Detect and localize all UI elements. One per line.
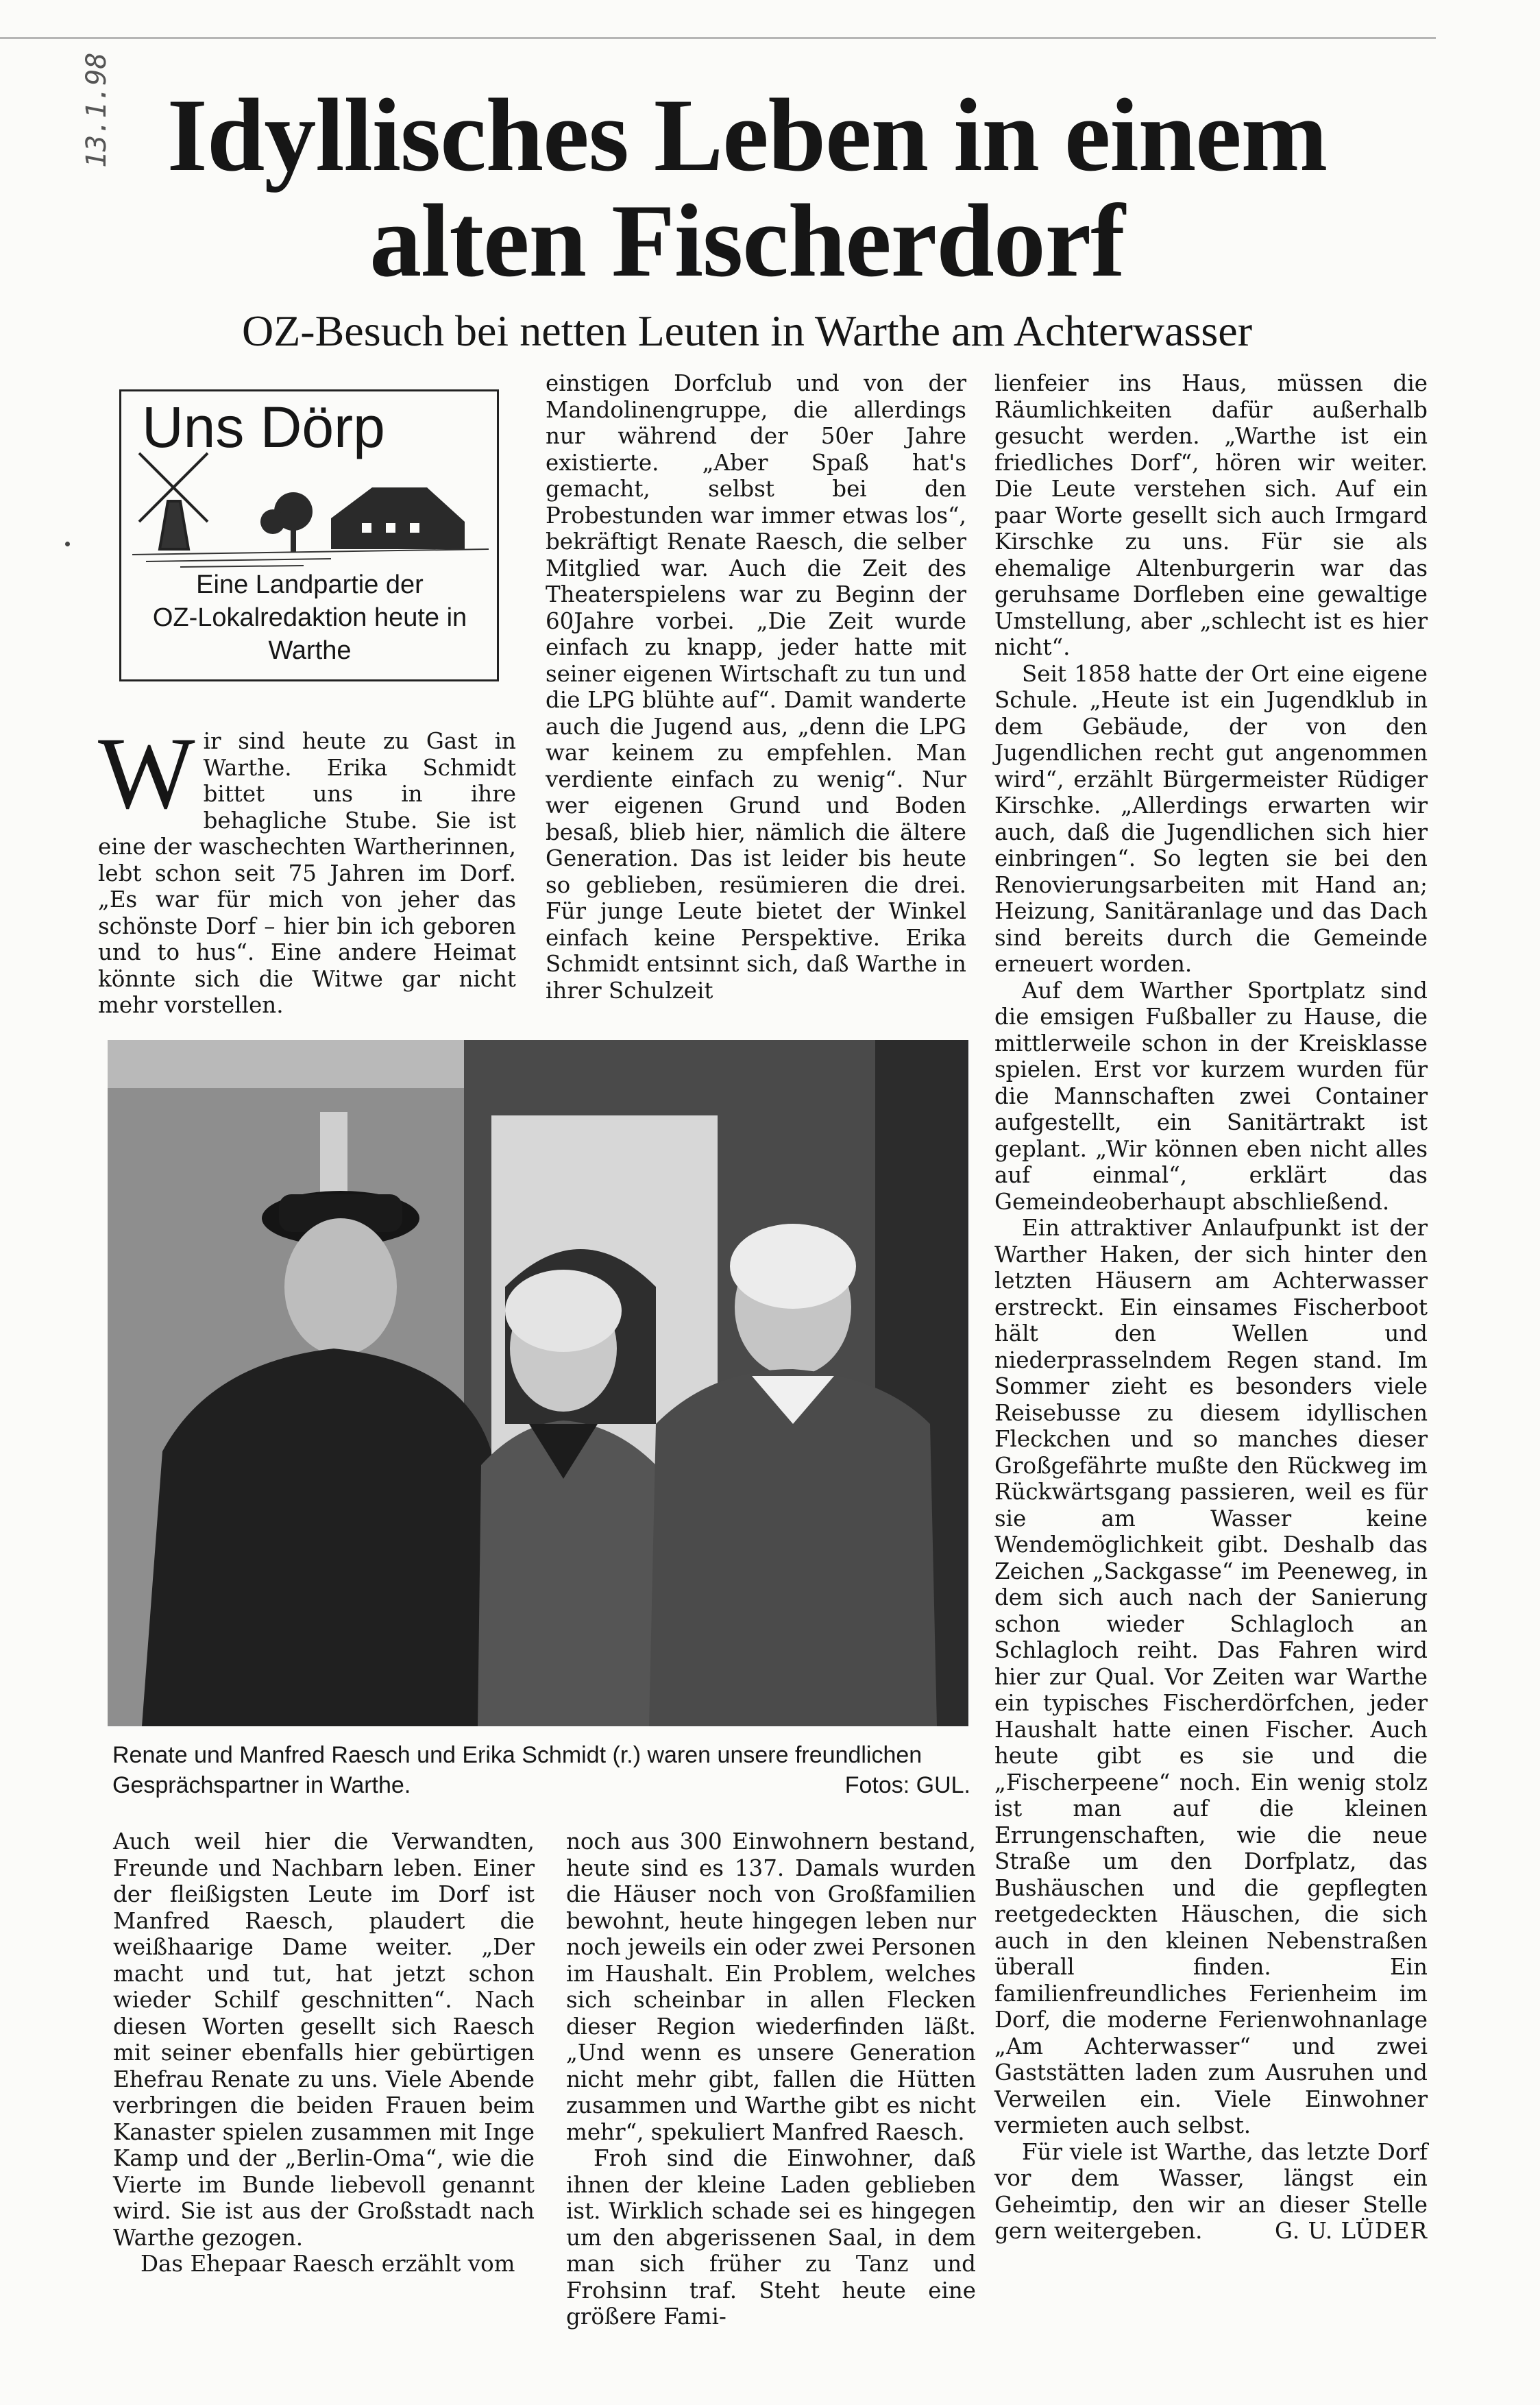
- uns-doerp-infobox: [119, 389, 499, 681]
- trees-icon: [260, 492, 313, 553]
- infobox-line-3: Warthe: [268, 636, 352, 665]
- infobox-text: [128, 568, 491, 667]
- col3-paragraph-5: [994, 2139, 1428, 2245]
- windmill-icon: [139, 453, 208, 549]
- ground-hatching: [132, 549, 489, 567]
- photo-caption: [112, 1740, 970, 1800]
- column-2-top: [546, 370, 966, 1004]
- margin-mark: [65, 542, 70, 546]
- photo-scene: [108, 1040, 968, 1726]
- subheadline: OZ-Besuch bei netten Leuten in Warthe am Achterwasser: [241, 306, 1253, 355]
- column-1-top: [98, 716, 516, 1019]
- col1-bottom-paragraph-1: Auch weil hier die Verwandten, Freunde und Nachbarn leben. Einer der fleißigsten Leute im Dorf ist Manfred Raesch, plaudert die weißhaarige Dame weiter. „Der macht und tut, hat jetzt schon wieder Schilf geschnitten“. Nach diesen Worten gesellt sich Raesch mit seiner ebenfalls hier gebürtigen Ehefrau Renate zu uns. Viele Abende verbringen die beiden Frauen beim Kanaster spielen zusammen mit Inge Kamp und der „Berlin-Oma“, wie die Vierte im Bunde liebevoll genannt wird. Sie ist aus der Großstadt nach Warthe gezogen.: [113, 1828, 535, 2251]
- thatched-house-icon: [331, 487, 465, 549]
- column-1-bottom: [113, 1828, 535, 2277]
- headline: Idyllisches Leben in einem alten Fischerdorf: [167, 77, 1328, 298]
- col2-bottom-paragraph-1: noch aus 300 Einwohnern bestand, heute sind es 137. Damals wurden die Häuser noch von Großfamilien bewohnt, heute hingegen leben nur noch jeweils ein oder zwei Personen im Haushalt. Ein Problem, welches sich scheinbar in allen Flecken dieser Region wiederfinden läßt. „Und wenn es unsere Generation nicht mehr gibt, fallen die Hütten zusammen und Warthe gibt es nicht mehr“, spekuliert Manfred Raesch.: [566, 1828, 976, 2145]
- dropcap: W: [98, 716, 195, 830]
- col3-closing-text: Für viele ist Warthe, das letzte Dorf vor dem Wasser, längst ein Geheimtip, den wir an dieser Stelle gern weitergeben.: [994, 2138, 1428, 2244]
- col3-paragraph-3: Auf dem Warther Sportplatz sind die emsigen Fußballer zu Hause, die mittlerweile schon in der Kreisklasse spielen. Erst vor kurzem wurden für die Mannschaften zwei Container aufgestellt, ein Sanitärtrakt ist geplant. „Wir können eben nicht alles auf einmal“, erklärt das Gemeindeoberhaupt abschließend.: [994, 977, 1428, 1215]
- page-top-rule: [0, 37, 1436, 39]
- column-3: [994, 370, 1428, 2245]
- col3-paragraph-4: Ein attraktiver Anlaufpunkt ist der Warther Haken, der sich hinter den letzten Häusern am Achterwasser erstreckt. Ein einsames Fischerboot hält den Wellen und niederprasselndem Regen stand. Im Sommer zieht es besonders viele Reisebusse zu diesem idyllischen Fleckchen und so manches dieser Großgefährte mußte den Rückweg im Rückwärtsgang passieren, weil es für sie am Wasser keine Wendemöglichkeit gibt. Deshalb das Zeichen „Sackgasse“ im Peeneweg, in dem sich auch nach der Sanierung schon wieder Schlagloch an Schlagloch reiht. Das Fahren wird hier zur Qual. Vor Zeiten war Warthe ein typisches Fischerdörfchen, jeder Haushalt hatte einen Fischer. Auch heute gibt es sie und die „Fischerpeene“ noch. Ein wenig stolz ist man auf die kleinen Errungenschaften, wie die neue Straße um den Dorfplatz, das Bushäuschen und die gepflegten reetgedeckten Häuschen, die sich auch in den kleinen Nebenstraßen überall finden. Ein familienfreundliches Ferienheim im Dorf, die moderne Ferienwohnanlage „Am Achterwasser“ und zwei Gaststätten laden zum Ausruhen und Verweilen ein. Viele Einwohner vermieten auch selbst.: [994, 1215, 1428, 2138]
- photo-credit: Fotos: GUL.: [844, 1772, 970, 1798]
- col3-paragraph-2: Seit 1858 hatte der Ort eine eigene Schule. „Heute ist ein Jugendklub in dem Gebäude, der von den Jugendlichen recht gut angenommen wird“, erzählt Bürgermeister Rüdiger Kirschke. „Allerdings erwarten wir auch, daß die Jugendlichen sich hier einbringen“. So legten sie bei den Renovierungsarbeiten mit Hand an; Heizung, Sanitäranlage und das Dach sind bereits durch die Gemeinde erneuert worden.: [994, 660, 1428, 977]
- col3-paragraph-1: lienfeier ins Haus, müssen die Räumlichkeiten dafür außerhalb gesucht werden. „Warthe ist ein friedliches Dorf“, hören wir weiter. Die Leute verstehen sich. Auf ein paar Worte gesellt sich auch Irmgard Kirschke zu uns. Für sie als ehemalige Altenburgerin war das geruhsame Dorfleben eine gewaltige Umstellung, aber „schlecht ist es hier nicht“.: [994, 370, 1428, 660]
- author-byline: G. U. LÜDER: [1275, 2218, 1428, 2244]
- intro-paragraph: [98, 716, 516, 1019]
- caption-text: Renate und Manfred Raesch und Erika Schmidt (r.) waren unsere freundlichen Gesprächspartner in Warthe.: [112, 1742, 922, 1798]
- handwritten-date-annotation: 13.1.98: [81, 52, 112, 168]
- infobox-line-1: Eine Landpartie der: [196, 570, 424, 599]
- col1-bottom-paragraph-2: Das Ehepaar Raesch erzählt vom: [140, 2251, 515, 2277]
- col2-bottom-paragraph-2: Froh sind die Einwohner, daß ihnen der kleine Laden geblieben ist. Wirklich schade sei es hingegen um den abgerissenen Saal, in dem man sich früher zu Tanz und Frohsinn traf. Steht heute eine größere Fami-: [566, 2145, 976, 2330]
- village-illustration: [125, 446, 496, 583]
- uns-doerp-logo: Uns Dörp: [142, 395, 385, 459]
- column-2-bottom: [566, 1828, 976, 2330]
- intro-text: ir sind heute zu Gast in Warthe. Erika Schmidt bittet uns in ihre behagliche Stube. Sie ist eine der waschechten Wartherinnen, lebt schon seit 75 Jahren im Dorf. „Es war für mich von jeher das schönste Dorf – hier bin ich geboren und to hus“. Eine andere Heimat könnte sich die Witwe gar nicht mehr vorstellen.: [98, 728, 516, 1018]
- infobox-line-2: OZ-Lokalredaktion heute in: [152, 603, 467, 632]
- article-photo: [108, 1040, 968, 1726]
- col2-top-paragraph: einstigen Dorfclub und von der Mandolinengruppe, die allerdings nur während der 50er Jahre existierte. „Aber Spaß hat's gemacht, selbst bei den Probestunden war immer etwas los“, bekräftigt Renate Raesch, die selber Mitglied war. Auch die Zeit des Theaterspielens war zu Beginn der 60Jahre vorbei. „Die Zeit wurde einfach zu knapp, jeder hatte mit seiner eigenen Wirtschaft zu tun und die LPG blühte auf“. Damit wanderte auch die Jugend aus, „denn die LPG war keinem zu empfehlen. Man verdiente einfach zu wenig“. Nur wer eigenen Grund und Boden besaß, blieb hier, nämlich die ältere Generation. Das ist leider bis heute so geblieben, resümieren die drei. Für junge Leute bietet der Winkel einfach keine Perspektive. Erika Schmidt entsinnt sich, daß Warthe in ihrer Schulzeit: [546, 370, 966, 1004]
